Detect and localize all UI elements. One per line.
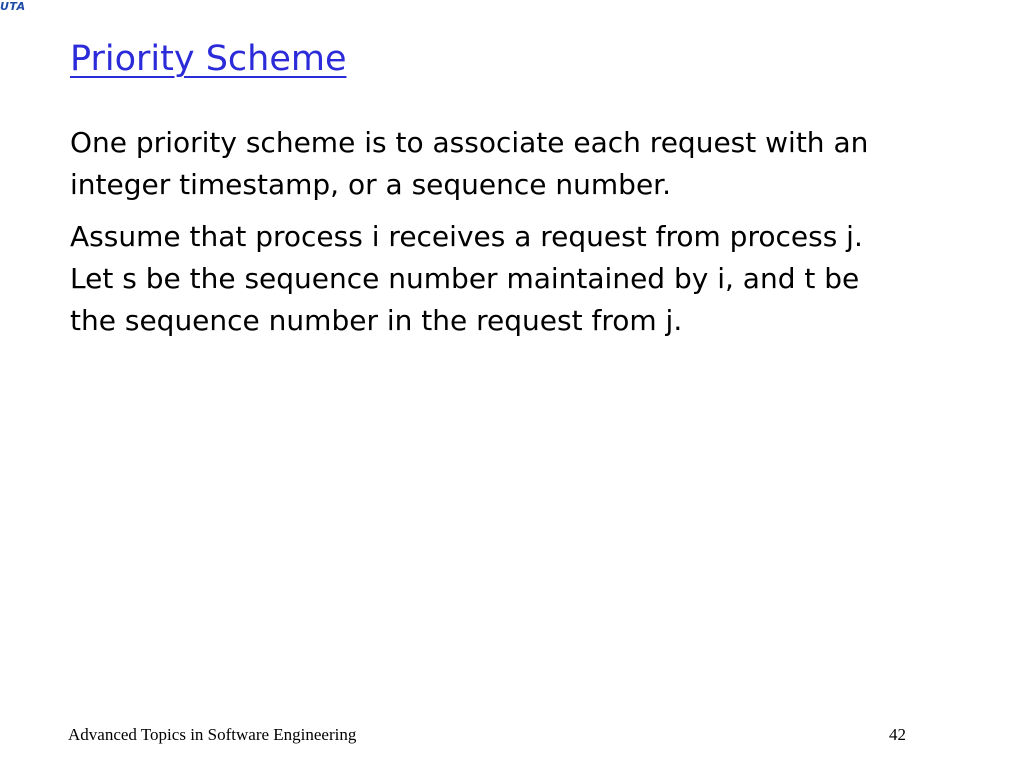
page-number: 42 (889, 725, 906, 744)
footer-course-title: Advanced Topics in Software Engineering (68, 725, 357, 744)
uta-logo: UTA (0, 0, 26, 13)
paragraph-process-request: Assume that process i receives a request from process j. Let s be the sequence number maintained by i, and t be the sequence number in the request from j. (70, 220, 863, 337)
slide-body (70, 122, 910, 352)
paragraph-priority-scheme: One priority scheme is to associate each request with an integer timestamp, or a sequence number. (70, 126, 869, 201)
slide-title: Priority Scheme (70, 39, 347, 79)
